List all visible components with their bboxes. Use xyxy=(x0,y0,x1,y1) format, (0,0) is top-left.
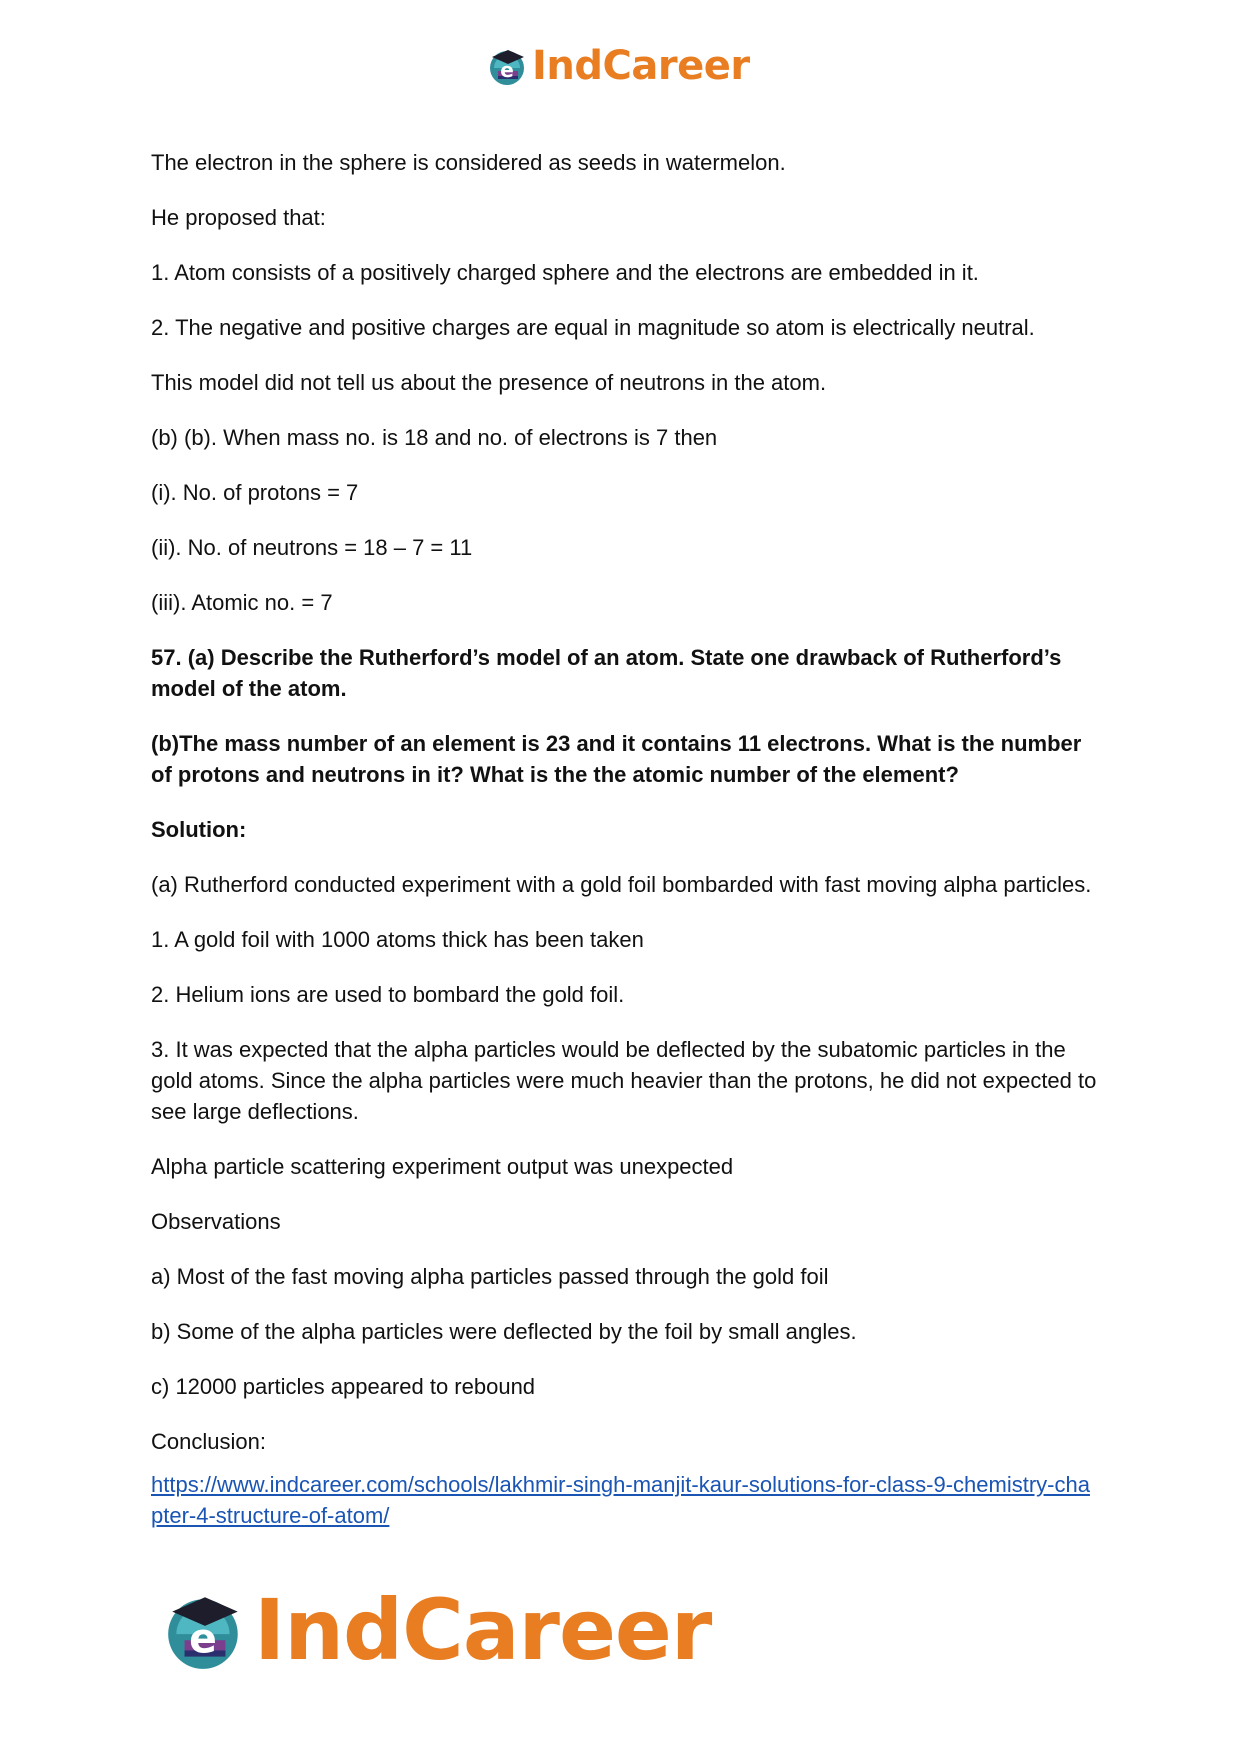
paragraph: 2. Helium ions are used to bombard the gold foil. xyxy=(151,982,625,1007)
paragraph: (i). No. of protons = 7 xyxy=(151,480,359,505)
source-link[interactable]: https://www.indcareer.com/schools/lakhmir-singh-manjit-kaur-solutions-for-class-9-chemistry-chapter-4-structure-of-atom/ xyxy=(151,1472,1090,1528)
source-link-paragraph xyxy=(151,1469,1101,1531)
paragraph: Conclusion: xyxy=(151,1429,266,1454)
paragraph: (a) Rutherford conducted experiment with a gold foil bombarded with fast moving alpha particles. xyxy=(151,872,1092,897)
graduation-cap-globe-icon xyxy=(160,1585,250,1675)
graduation-cap-globe-icon xyxy=(486,44,530,88)
paragraph: 1. Atom consists of a positively charged sphere and the electrons are embedded in it. xyxy=(151,260,979,285)
logo-wordmark: IndCareer xyxy=(532,43,750,89)
solution-heading: Solution: xyxy=(151,817,247,842)
paragraph: 1. A gold foil with 1000 atoms thick has been taken xyxy=(151,927,644,952)
paragraph: This model did not tell us about the presence of neutrons in the atom. xyxy=(151,370,827,395)
paragraph: Alpha particle scattering experiment output was unexpected xyxy=(151,1154,734,1179)
paragraph: 2. The negative and positive charges are equal in magnitude so atom is electrically neutral. xyxy=(151,315,1035,340)
paragraph: (ii). No. of neutrons = 18 – 7 = 11 xyxy=(151,535,473,560)
paragraph: a) Most of the fast moving alpha particles passed through the gold foil xyxy=(151,1264,829,1289)
question-heading: (b)The mass number of an element is 23 and it contains 11 electrons. What is the number of protons and neutrons in it? What is the the atomic number of the element? xyxy=(151,731,1082,787)
paragraph: b) Some of the alpha particles were deflected by the foil by small angles. xyxy=(151,1319,857,1344)
paragraph: 3. It was expected that the alpha particles would be deflected by the subatomic particles in the gold atoms. Since the alpha particles were much heavier than the protons, he did not expected to see large deflections. xyxy=(151,1037,1097,1124)
paragraph: c) 12000 particles appeared to rebound xyxy=(151,1374,536,1399)
paragraph: Observations xyxy=(151,1209,281,1234)
document-body xyxy=(151,147,1101,1555)
paragraph: He proposed that: xyxy=(151,205,326,230)
paragraph: (iii). Atomic no. = 7 xyxy=(151,590,333,615)
paragraph: The electron in the sphere is considered as seeds in watermelon. xyxy=(151,150,786,175)
footer-logo xyxy=(160,1580,711,1680)
svg-text:e: e xyxy=(500,58,514,82)
header-logo xyxy=(486,40,750,92)
question-heading: 57. (a) Describe the Rutherford’s model of an atom. State one drawback of Rutherford’s model of the atom. xyxy=(151,645,1062,701)
svg-text:e: e xyxy=(189,1614,217,1663)
paragraph: (b) (b). When mass no. is 18 and no. of electrons is 7 then xyxy=(151,425,718,450)
logo-wordmark: IndCareer xyxy=(254,1581,712,1679)
